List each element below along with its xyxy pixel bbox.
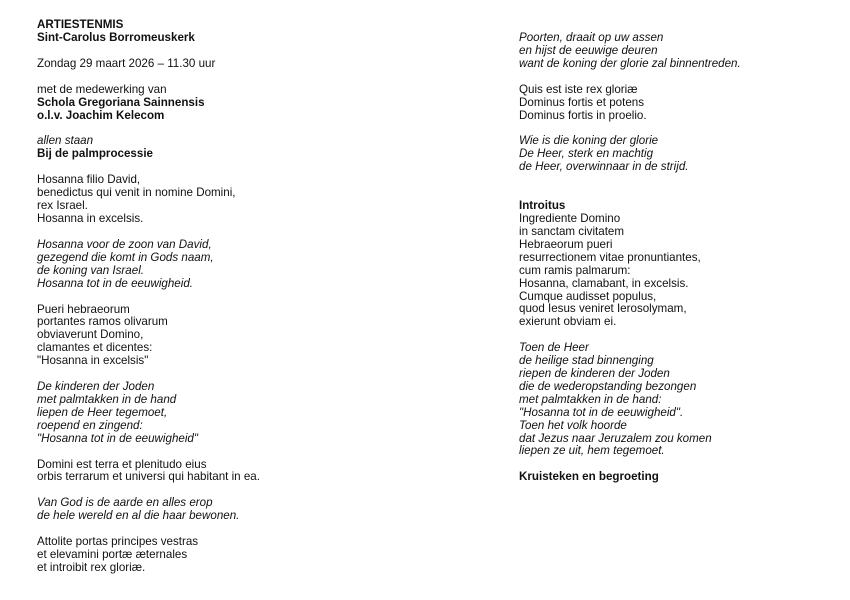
verse-line: riepen de kinderen der Joden: [519, 367, 670, 381]
verse-line: orbis terrarum et universi qui habitant in ea.: [37, 470, 260, 484]
verse-line: rex Israel.: [37, 199, 88, 213]
verse-line: portantes ramos olivarum: [37, 315, 168, 329]
verse-line: "Hosanna in excelsis": [37, 354, 149, 368]
cooperation-block: [37, 84, 417, 123]
verse-line: die de wederopstanding bezongen: [519, 379, 697, 393]
verse-line: Dominus fortis in proelio.: [519, 108, 647, 122]
verse-line: exierunt obviam ei.: [519, 315, 617, 329]
verse-line: Van God is de aarde en alles erop: [37, 496, 213, 510]
poorten-dutch-verse: [519, 32, 829, 71]
verse-line: de Heer, overwinnaar in de strijd.: [519, 160, 689, 174]
verse-line: benedictus qui venit in nomine Domini,: [37, 186, 236, 200]
verse-line: Hosanna voor de zoon van David,: [37, 237, 212, 251]
verse-line: Ingrediente Domino: [519, 212, 621, 226]
rubric-block: [37, 135, 417, 161]
verse-line: Hebraeorum pueri: [519, 237, 613, 251]
verse-line: cum ramis palmarum:: [519, 263, 631, 277]
introitus-latin-block: [519, 200, 829, 329]
section-heading-kruisteken: Kruisteken en begroeting: [519, 470, 659, 484]
verse-line: Toen de Heer: [519, 341, 589, 355]
verse-line: de koning van Israel.: [37, 263, 144, 277]
introitus-dutch-verse: [519, 342, 829, 458]
verse-line: Hosanna, clamabant, in excelsis.: [519, 276, 689, 290]
verse-line: Wie is die koning der glorie: [519, 134, 659, 148]
verse-line: resurrectionem vitae pronuntiantes,: [519, 250, 701, 264]
section-heading-introitus: Introitus: [519, 199, 566, 213]
verse-line: et elevamini portæ æternales: [37, 548, 188, 562]
verse-line: "Hosanna tot in de eeuwigheid".: [519, 405, 684, 419]
verse-line: Hosanna filio David,: [37, 173, 141, 187]
mass-title: ARTIESTENMIS: [37, 18, 124, 31]
verse-line: dat Jezus naar Jeruzalem zou komen: [519, 431, 712, 445]
cooperation-intro: met de medewerking van: [37, 82, 167, 96]
verse-line: "Hosanna tot in de eeuwigheid": [37, 431, 198, 445]
verse-line: clamantes et dicentes:: [37, 341, 153, 355]
choir-name: Schola Gregoriana Sainnensis: [37, 95, 205, 109]
church-name: Sint-Carolus Borromeuskerk: [37, 30, 195, 44]
verse-line: Quis est iste rex gloriæ: [519, 82, 638, 96]
mass-date: Zondag 29 maart 2026 – 11.30 uur: [37, 56, 216, 70]
verse-line: De Heer, sterk en machtig: [519, 147, 654, 161]
verse-line: roepend en zingend:: [37, 418, 143, 432]
left-column: [37, 19, 417, 588]
verse-line: De kinderen der Joden: [37, 380, 155, 394]
verse-line: liepen de Heer tegemoet,: [37, 405, 168, 419]
verse-line: quod Iesus veniret Ierosolymam,: [519, 302, 687, 316]
verse-line: Hosanna in excelsis.: [37, 211, 144, 225]
date-block: [37, 58, 417, 71]
verse-line: in sanctam civitatem: [519, 224, 625, 238]
domini-latin-verse: [37, 459, 417, 485]
verse-line: gezegend die komt in Gods naam,: [37, 250, 214, 264]
quis-latin-verse: [519, 84, 829, 123]
verse-line: Dominus fortis et potens: [519, 95, 645, 109]
verse-line: met palmtakken in de hand: [37, 392, 177, 406]
verse-line: want de koning der glorie zal binnentreden.: [519, 56, 741, 70]
verse-line: de heilige stad binnenging: [519, 354, 654, 368]
wie-dutch-verse: [519, 135, 829, 174]
verse-line: obviaverunt Domino,: [37, 328, 144, 342]
header-block: [37, 19, 417, 45]
verse-line: liepen ze uit, hem tegemoet.: [519, 444, 665, 458]
verse-line: Cumque audisset populus,: [519, 289, 657, 303]
pueri-latin-verse: [37, 304, 417, 369]
domini-dutch-verse: [37, 497, 417, 523]
verse-line: met palmtakken in de hand:: [519, 392, 662, 406]
verse-line: Poorten, draait op uw assen: [519, 31, 664, 44]
verse-line: Toen het volk hoorde: [519, 418, 627, 432]
verse-line: et introibit rex gloriæ.: [37, 561, 146, 574]
hosanna-dutch-verse: [37, 239, 417, 291]
verse-line: Attolite portas principes vestras: [37, 535, 199, 549]
verse-line: en hijst de eeuwige deuren: [519, 43, 658, 57]
right-column: [519, 32, 829, 497]
verse-line: Pueri hebraeorum: [37, 302, 130, 316]
section-heading-palmprocessie: Bij de palmprocessie: [37, 147, 153, 161]
choir-director: o.l.v. Joachim Kelecom: [37, 108, 165, 122]
hosanna-latin-verse: [37, 174, 417, 226]
verse-line: de hele wereld en al die haar bewonen.: [37, 509, 240, 523]
closing-block: [519, 471, 829, 484]
rubric-instruction: allen staan: [37, 134, 94, 148]
attollite-latin-verse: [37, 536, 417, 575]
verse-line: Domini est terra et plenitudo eius: [37, 457, 207, 471]
verse-line: Hosanna tot in de eeuwigheid.: [37, 276, 193, 290]
pueri-dutch-verse: [37, 381, 417, 446]
